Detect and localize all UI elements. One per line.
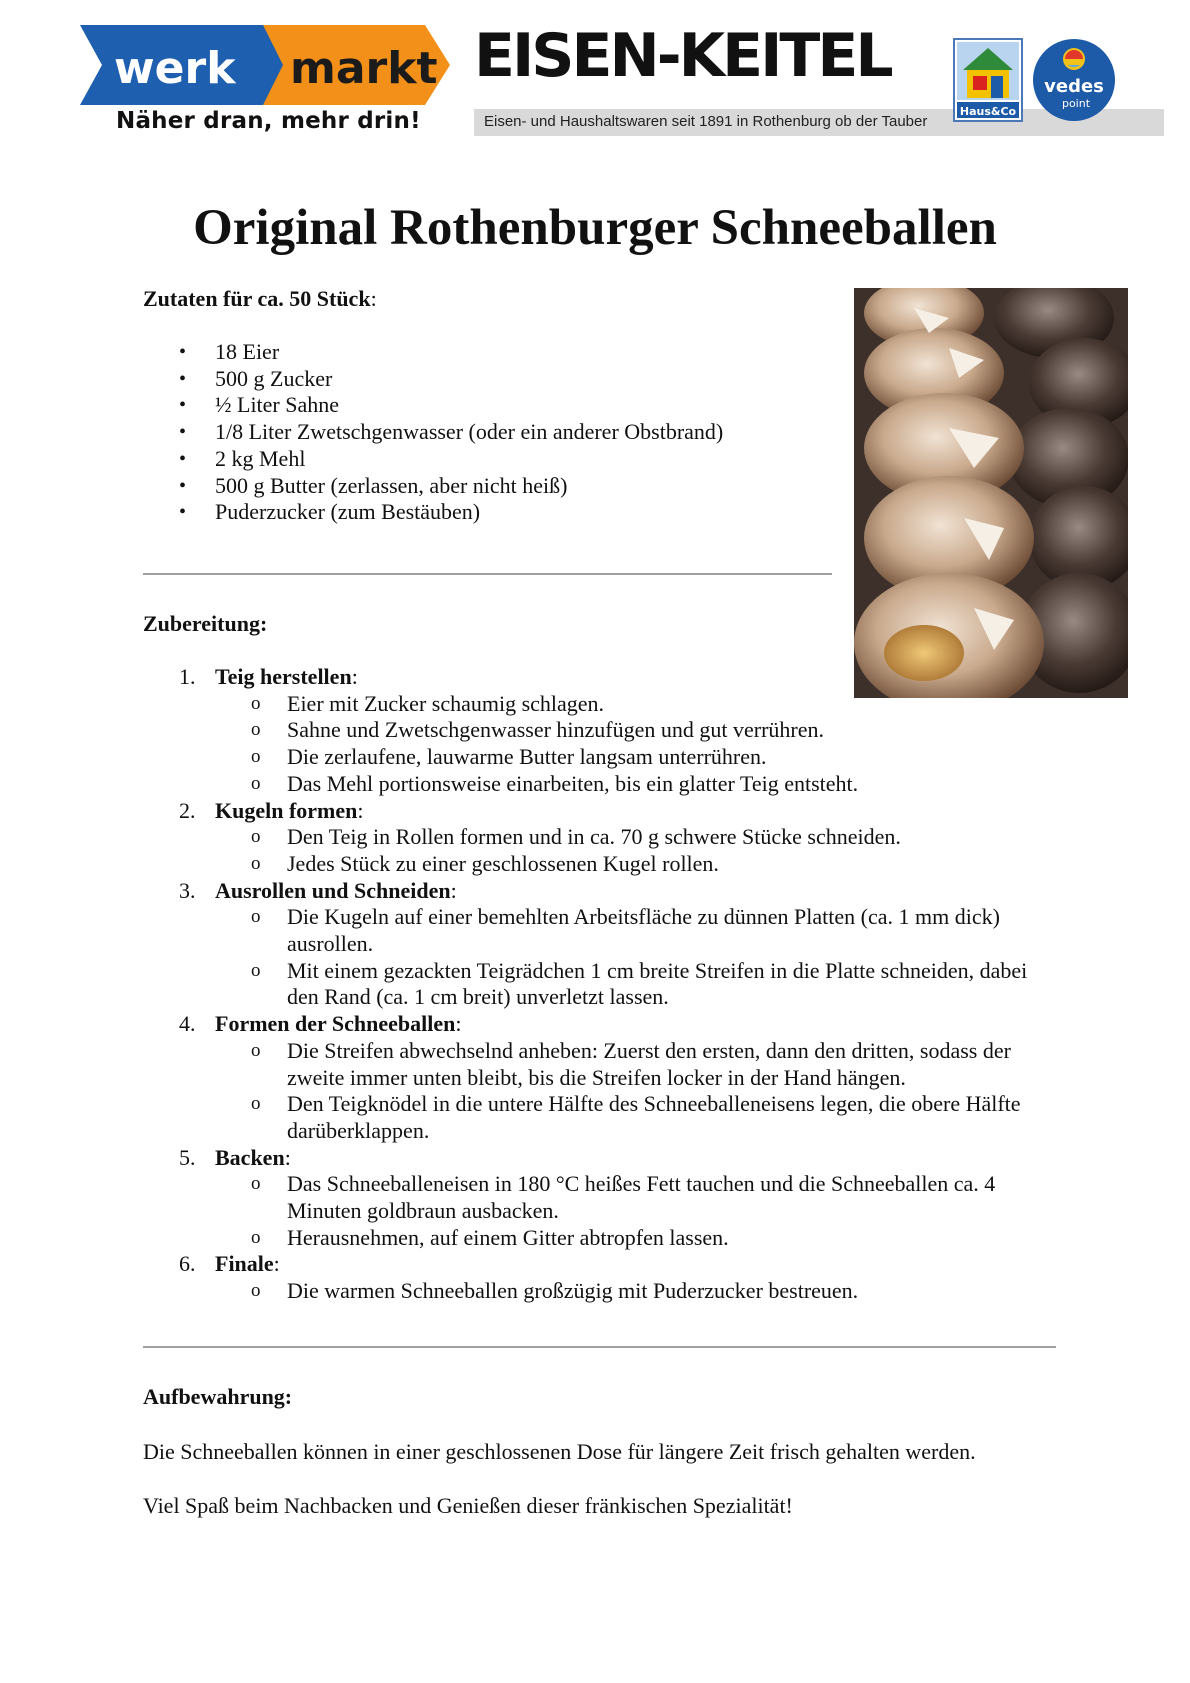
ingredient-item: • 500 g Zucker (143, 366, 723, 393)
substep: o Eier mit Zucker schaumig schlagen. (215, 691, 1063, 718)
schneeballen-photo (854, 288, 1128, 698)
step-2: 2. Kugeln formen: o Den Teig in Rollen formen und in ca. 70 g schwere Stücke schneiden. o Jedes Stück zu einer geschlossenen Kugel rollen. (143, 798, 1063, 878)
substep: o Den Teigknödel in die untere Hälfte des Schneeballeneisens legen, die obere Hälfte darüberklappen. (215, 1091, 1063, 1144)
substep: o Herausnehmen, auf einem Gitter abtropfen lassen. (215, 1225, 1063, 1252)
substep: o Das Mehl portionsweise einarbeiten, bis ein glatter Teig entsteht. (215, 771, 1063, 798)
ingredient-item: • 500 g Butter (zerlassen, aber nicht heiß) (143, 473, 723, 500)
step-title: Ausrollen und Schneiden (215, 877, 451, 903)
vedes-point-logo (1030, 37, 1118, 123)
substep-list (215, 824, 1063, 877)
ingredient-item: • 1/8 Liter Zwetschgenwasser (oder ein anderer Obstbrand) (143, 419, 723, 446)
step-6: 6. Finale: o Die warmen Schneeballen großzügig mit Puderzucker bestreuen. (143, 1251, 1063, 1304)
werkmarkt-logo-graphic (80, 25, 450, 105)
house-icon (953, 38, 1023, 122)
substep-list (215, 1038, 1063, 1145)
vedes-sublabel: point (1061, 97, 1091, 110)
substep-list (215, 1278, 1063, 1305)
substep: o Jedes Stück zu einer geschlossenen Kugel rollen. (215, 851, 1063, 878)
ingredients-list (143, 339, 723, 526)
substep: o Sahne und Zwetschgenwasser hinzufügen und gut verrühren. (215, 717, 1063, 744)
hausco-label: Haus&Co (959, 105, 1017, 118)
step-number: 1. (179, 664, 196, 689)
step-number: 5. (179, 1144, 196, 1170)
closing-text: Viel Spaß beim Nachbacken und Genießen dieser fränkischen Spezialität! (143, 1493, 793, 1518)
substep: o Die Kugeln auf einer bemehlten Arbeitsfläche zu dünnen Platten (ca. 1 mm dick) ausrollen. (215, 904, 1063, 957)
step-5: 5. Backen: o Das Schneeballeneisen in 180 °C heißes Fett tauchen und die Schneeballen ca. 4 Minuten goldbraun ausbacken. o Herausnehmen, auf einem Gitter abtropfen lassen. (143, 1145, 1063, 1252)
step-number: 3. (179, 877, 196, 903)
step-title: Formen der Schneeballen (215, 1011, 456, 1037)
step-title: Backen (215, 1144, 285, 1170)
pastry-photo-illustration (854, 288, 1128, 698)
substep: o Die zerlaufene, lauwarme Butter langsam unterrühren. (215, 744, 1063, 771)
substep-list (215, 1171, 1063, 1251)
substep-list (215, 691, 1063, 798)
step-number: 4. (179, 1011, 196, 1037)
step-title: Teig herstellen (215, 664, 352, 689)
werkmarkt-logo (80, 25, 450, 105)
storage-text: Die Schneeballen können in einer geschlossenen Dose für längere Zeit frisch gehalten werden. (143, 1439, 976, 1464)
preparation-steps (143, 664, 1063, 1305)
recipe-title: Original Rothenburger Schneeballen (193, 200, 997, 256)
ingredient-item: • 18 Eier (143, 339, 723, 366)
ingredient-item: • Puderzucker (zum Bestäuben) (143, 499, 723, 526)
vedes-badge-icon (1030, 37, 1118, 123)
company-tagline: Eisen- und Haushaltswaren seit 1891 in Rothenburg ob der Tauber (484, 113, 928, 130)
preparation-heading: Zubereitung: (143, 611, 268, 636)
step-number: 6. (179, 1251, 196, 1277)
step-1: 1. Teig herstellen: o Eier mit Zucker schaumig schlagen. o Sahne und Zwetschgenwasser hinzufügen und gut verrühren. o Die zerlaufene, lauwarme Butter langsam unterrühren. o Das Mehl portionsweise einarbeiten, bis ein glatter Teig entsteht. (143, 664, 1063, 798)
substep: o Die Streifen abwechselnd anheben: Zuerst den ersten, dann den dritten, sodass der zweite immer unten bleibt, bis die Streifen locker in der Hand hängen. (215, 1038, 1063, 1091)
divider-preparation (143, 1346, 1056, 1348)
ingredient-item: • 2 kg Mehl (143, 446, 723, 473)
step-4: 4. Formen der Schneeballen: o Die Streifen abwechselnd anheben: Zuerst den ersten, dann den dritten, sodass der zweite immer unten bleibt, bis die Streifen locker in der Hand hängen. o Den Teigknödel in die untere Hälfte des Schneeballeneisens legen, die obere Hälfte darüberklappen. (143, 1011, 1063, 1145)
ingredients-heading: Zutaten für ca. 50 Stück: (143, 286, 377, 311)
hausco-logo (953, 38, 1023, 122)
substep: o Mit einem gezackten Teigrädchen 1 cm breite Streifen in die Platte schneiden, dabei den Rand (ca. 1 cm breit) unverletzt lassen. (215, 958, 1063, 1011)
ingredient-item: • ½ Liter Sahne (143, 392, 723, 419)
divider-ingredients (143, 573, 832, 575)
substep: o Den Teig in Rollen formen und in ca. 70 g schwere Stücke schneiden. (215, 824, 1063, 851)
company-name: EISEN-KEITEL (474, 21, 891, 91)
substep: o Die warmen Schneeballen großzügig mit Puderzucker bestreuen. (215, 1278, 1063, 1305)
slogan: Näher dran, mehr drin! (116, 108, 421, 134)
logo-word-werk: werk (114, 43, 236, 94)
logo-word-markt: markt (290, 43, 438, 94)
substep: o Das Schneeballeneisen in 180 °C heißes Fett tauchen und die Schneeballen ca. 4 Minuten goldbraun ausbacken. (215, 1171, 1063, 1224)
ingredients-heading-text: Zutaten für ca. 50 Stück (143, 286, 371, 311)
step-number: 2. (179, 797, 196, 823)
step-title: Kugeln formen (215, 797, 358, 823)
vedes-label: vedes (1044, 76, 1104, 97)
step-3: 3. Ausrollen und Schneiden: o Die Kugeln auf einer bemehlten Arbeitsfläche zu dünnen Platten (ca. 1 mm dick) ausrollen. o Mit einem gezackten Teigrädchen 1 cm breite Streifen in die Platte schneiden, dabei den Rand (ca. 1 cm breit) unverletzt lassen. (143, 878, 1063, 1012)
step-title: Finale (215, 1251, 274, 1277)
substep-list (215, 904, 1063, 1011)
storage-heading: Aufbewahrung: (143, 1384, 293, 1409)
